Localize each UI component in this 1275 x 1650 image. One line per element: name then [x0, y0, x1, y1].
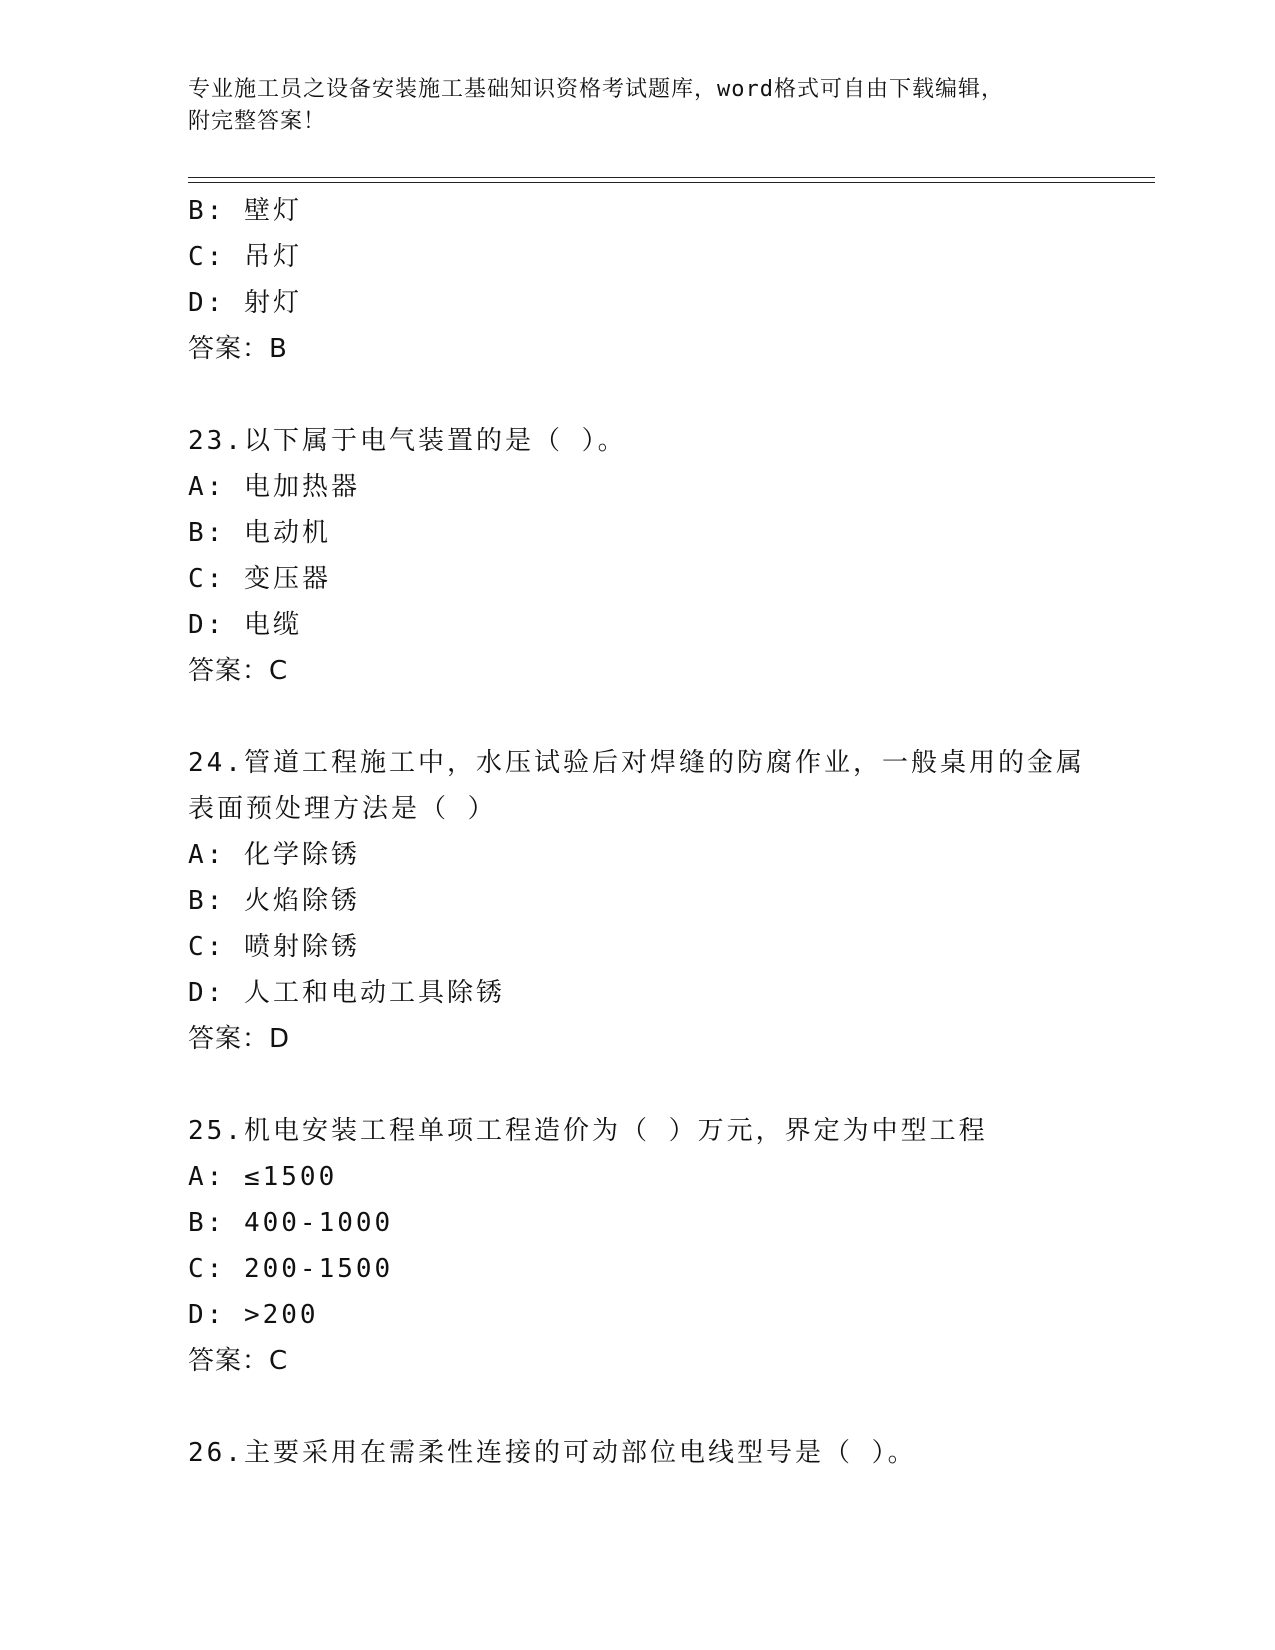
question-23 [188, 418, 1108, 694]
header-line: 专业施工员之设备安装施工基础知识资格考试题库，word格式可自由下载编辑， [188, 77, 1004, 102]
option-line: C: 变压器 [188, 564, 331, 594]
spacer [188, 1384, 1108, 1430]
header-divider-top [188, 177, 1155, 178]
document-header [188, 74, 1068, 138]
option-line: C: 喷射除锈 [188, 932, 360, 962]
question-fragment [188, 188, 1108, 372]
option-line: A: 化学除锈 [188, 840, 360, 870]
option-line: D: 人工和电动工具除锈 [188, 978, 505, 1008]
question-25 [188, 1108, 1108, 1384]
option-line: B: 电动机 [188, 518, 331, 548]
spacer [188, 1062, 1108, 1108]
question-text: 25.机电安装工程单项工程造价为（ ）万元，界定为中型工程 [188, 1116, 988, 1146]
option-line: C: 200-1500 [188, 1254, 394, 1284]
question-text: 26.主要采用在需柔性连接的可动部位电线型号是（ ）。 [188, 1438, 917, 1468]
question-26 [188, 1430, 1108, 1476]
option-line: B: 火焰除锈 [188, 886, 360, 916]
question-text: 24.管道工程施工中，水压试验后对焊缝的防腐作业，一般桌用的金属 [188, 748, 1085, 778]
option-line: B: 壁灯 [188, 196, 302, 226]
option-line: C: 吊灯 [188, 242, 302, 272]
spacer [188, 372, 1108, 418]
question-text: 表面预处理方法是（ ） [188, 794, 497, 824]
question-list [188, 188, 1108, 1476]
question-24 [188, 740, 1108, 1062]
header-line: 附完整答案！ [188, 109, 327, 134]
option-line: D: 电缆 [188, 610, 302, 640]
question-text: 23.以下属于电气装置的是（ ）。 [188, 426, 627, 456]
answer-line: 答案：C [188, 1346, 289, 1376]
answer-line: 答案：D [188, 1024, 291, 1054]
option-line: A: ≤1500 [188, 1162, 338, 1192]
header-divider-bottom [188, 182, 1155, 183]
option-line: D: 射灯 [188, 288, 302, 318]
spacer [188, 694, 1108, 740]
option-line: A: 电加热器 [188, 472, 360, 502]
answer-line: 答案：B [188, 334, 288, 364]
answer-line: 答案：C [188, 656, 289, 686]
option-line: D: >200 [188, 1300, 319, 1330]
option-line: B: 400-1000 [188, 1208, 394, 1238]
